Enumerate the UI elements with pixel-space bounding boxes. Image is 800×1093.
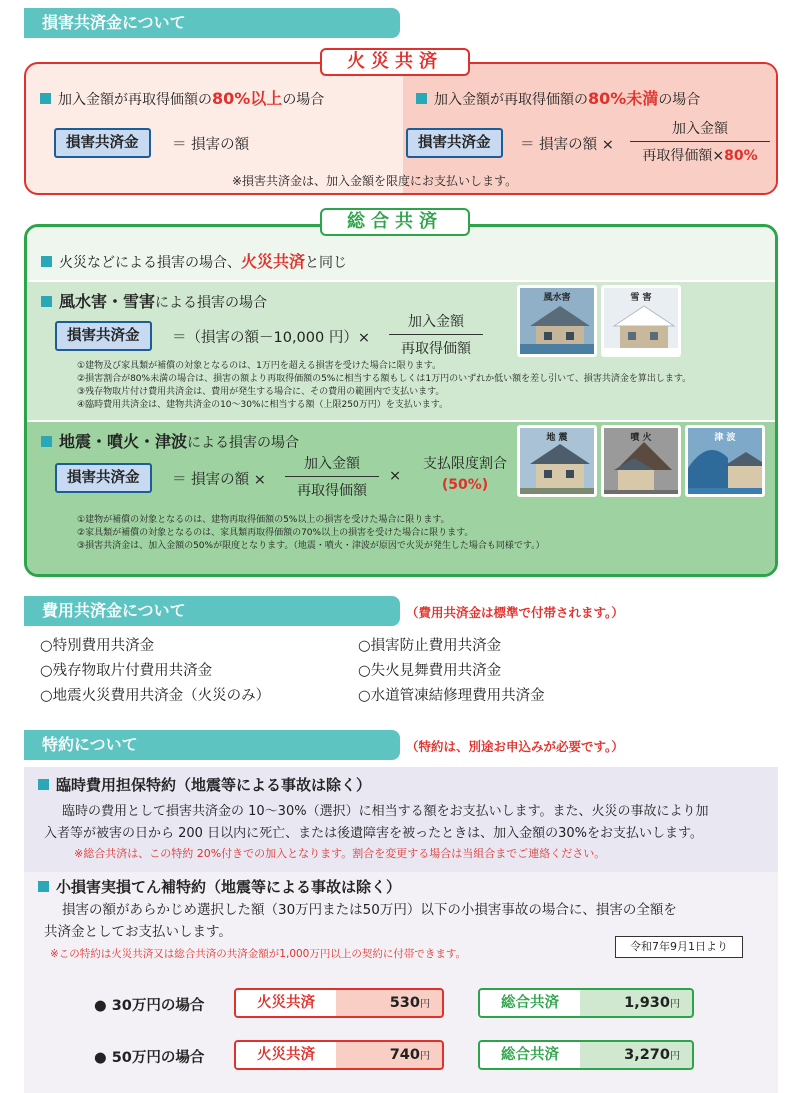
damage-payout-label: 損害共済金 [55,321,152,351]
rider2-body-line1: 損害の額があらかじめ選択した額（30万円または50万円）以下の小損害事故の場合に、損害の全額を [62,902,677,918]
damage-payout-label: 損害共済金 [54,128,151,158]
wind-notes [77,360,691,412]
square-bullet-icon [41,436,52,447]
quake-formula: ＝ 損害の額 × [172,472,266,488]
rider1-heading: 臨時費用担保特約（地震等による事故は除く） [38,774,371,795]
fraction-denominator: 再取得価額 [297,483,367,499]
note-line: ④臨時費用共済金は、建物共済金の10～30%に相当する額（上限250万円）を支払います。 [77,400,448,410]
eruption-image [601,425,681,497]
note-line: ①建物及び家具類が補償の対象となるのは、1万円を超える損害を受けた場合に限ります。 [77,361,442,371]
general-insurance-title: 総合共済 [320,208,470,236]
section-header-cost: 費用共済金について [24,596,400,626]
quake-heading: 地震・噴火・津波による損害の場合 [41,429,299,452]
image-caption: 噴 火 [630,433,652,443]
square-bullet-icon [41,296,52,307]
general-premium-50 [478,1040,694,1070]
rider1-note: ※総合共済は、この特約 20%付きでの加入となります。割合を変更する場合は当組合までご連絡ください。 [74,847,606,860]
general-premium-label: 総合共済 [480,990,580,1016]
cost-item: ○失火見舞費用共済金 [358,663,502,679]
cost-note: （費用共済金は標準で付帯されます。） [406,605,624,620]
square-bullet-icon [41,256,52,267]
fraction-denominator: 再取得価額×80% [642,148,758,164]
square-bullet-icon [38,779,49,790]
fire-premium-value: 740円 [389,1047,430,1063]
note-line: ②損害割合が80%未満の場合は、損害の額より再取得価額の5%に相当する額もしくは1万円のいずれか低い額を差し引いて、損害共済金を算出します。 [77,374,692,384]
fire-premium-value: 530円 [389,995,430,1011]
flood-image [517,285,597,357]
fire-left-formula: ＝ 損害の額 [172,137,250,153]
fire-insurance-title: 火災共済 [320,48,470,76]
note-line: ①建物が補償の対象となるのは、建物再取得価額の5%以上の損害を受けた場合に限ります。 [77,515,450,525]
square-bullet-icon [416,93,427,104]
fire-premium-50 [234,1040,444,1070]
rider2-body-line2: 共済金としてお支払いします。 [44,924,232,940]
snow-image [601,285,681,357]
fraction-numerator: 加入金額 [285,453,379,477]
quake-fraction [285,453,379,500]
rate-value: (50%) [441,477,489,493]
note-line: ③損害共済金は、加入金額の50%が限度となります。（地震・噴火・津波が原因で火災が発生した場合も同様です。） [77,541,545,551]
fraction-numerator: 加入金額 [630,118,770,142]
cost-item: ○損害防止費用共済金 [358,638,502,654]
cost-item: ○特別費用共済金 [40,638,155,654]
quake-notes [77,514,545,553]
image-caption: 風水害 [543,293,571,303]
fire-premium-30 [234,988,444,1018]
fire-premium-label: 火災共済 [236,1042,336,1068]
general-row1: 火災などによる損害の場合、火災共済と同じ [41,249,347,272]
cost-item: ○地震火災費用共済金（火災のみ） [40,688,271,704]
cost-item: ○残存物取片付費用共済金 [40,663,213,679]
fire-right-formula: ＝ 損害の額 × [520,137,614,153]
section-header-rider: 特約について [24,730,400,760]
fire-right-heading: 加入金額が再取得価額の80%未満の場合 [416,86,700,109]
general-premium-value: 3,270円 [624,1047,680,1063]
general-premium-value: 1,930円 [624,995,680,1011]
effective-date: 令和7年9月1日より [615,936,743,958]
rider2-note: ※この特約は火災共済又は総合共済の共済金額が1,000万円以上の契約に付帯できます。 [50,948,467,960]
image-caption: 地 震 [546,433,568,443]
quake-times: × [389,468,402,484]
rider1-body-line2: 入者等が被害の日から 200 日以内に死亡、または後遺障害を被ったときは、加入金額の30%をお支払いします。 [44,826,703,841]
section-header-damage: 損害共済金について [24,8,400,38]
row-label-30: ● 30万円の場合 [94,998,205,1014]
damage-payout-label: 損害共済金 [55,463,152,493]
fire-right-fraction [630,118,770,165]
rider1-body-line1: 臨時の費用として損害共済金の 10～30%（選択）に相当する額をお支払いします。また、火災の事故により加 [62,804,709,819]
fire-premium-label: 火災共済 [236,990,336,1016]
fraction-denominator: 再取得価額 [401,341,471,357]
note-line: ③残存物取片付け費用共済金は、費用が発生する場合に、その費用の範囲内で支払います。 [77,387,445,397]
note-line: ②家具類が補償の対象となるのは、家具類再取得価額の70%以上の損害を受けた場合に限ります。 [77,528,474,538]
earthquake-image [517,425,597,497]
row-label-50: ● 50万円の場合 [94,1050,205,1066]
quake-rate [413,453,517,493]
general-premium-label: 総合共済 [480,1042,580,1068]
image-caption: 津 波 [714,433,736,443]
square-bullet-icon [40,93,51,104]
wind-heading: 風水害・雪害による損害の場合 [41,289,267,312]
fire-insurance-box [24,62,778,195]
cost-item: ○水道管凍結修理費用共済金 [358,688,545,704]
fraction-numerator: 加入金額 [389,311,483,335]
damage-payout-label: 損害共済金 [406,128,503,158]
wind-formula: ＝（損害の額－10,000 円）× [172,330,370,346]
rider2-heading: 小損害実損てん補特約（地震等による事故は除く） [38,876,401,897]
image-caption: 雪 害 [630,293,652,303]
general-insurance-box [24,224,778,577]
square-bullet-icon [38,881,49,892]
fire-left-heading: 加入金額が再取得価額の80%以上の場合 [40,86,324,109]
fire-note: ※損害共済金は、加入金額を限度にお支払いします。 [232,174,518,188]
rate-label: 支払限度割合 [423,456,507,472]
rider-note: （特約は、別途お申込みが必要です。） [406,739,624,754]
general-premium-30 [478,988,694,1018]
wind-fraction [389,311,483,358]
tsunami-image [685,425,765,497]
